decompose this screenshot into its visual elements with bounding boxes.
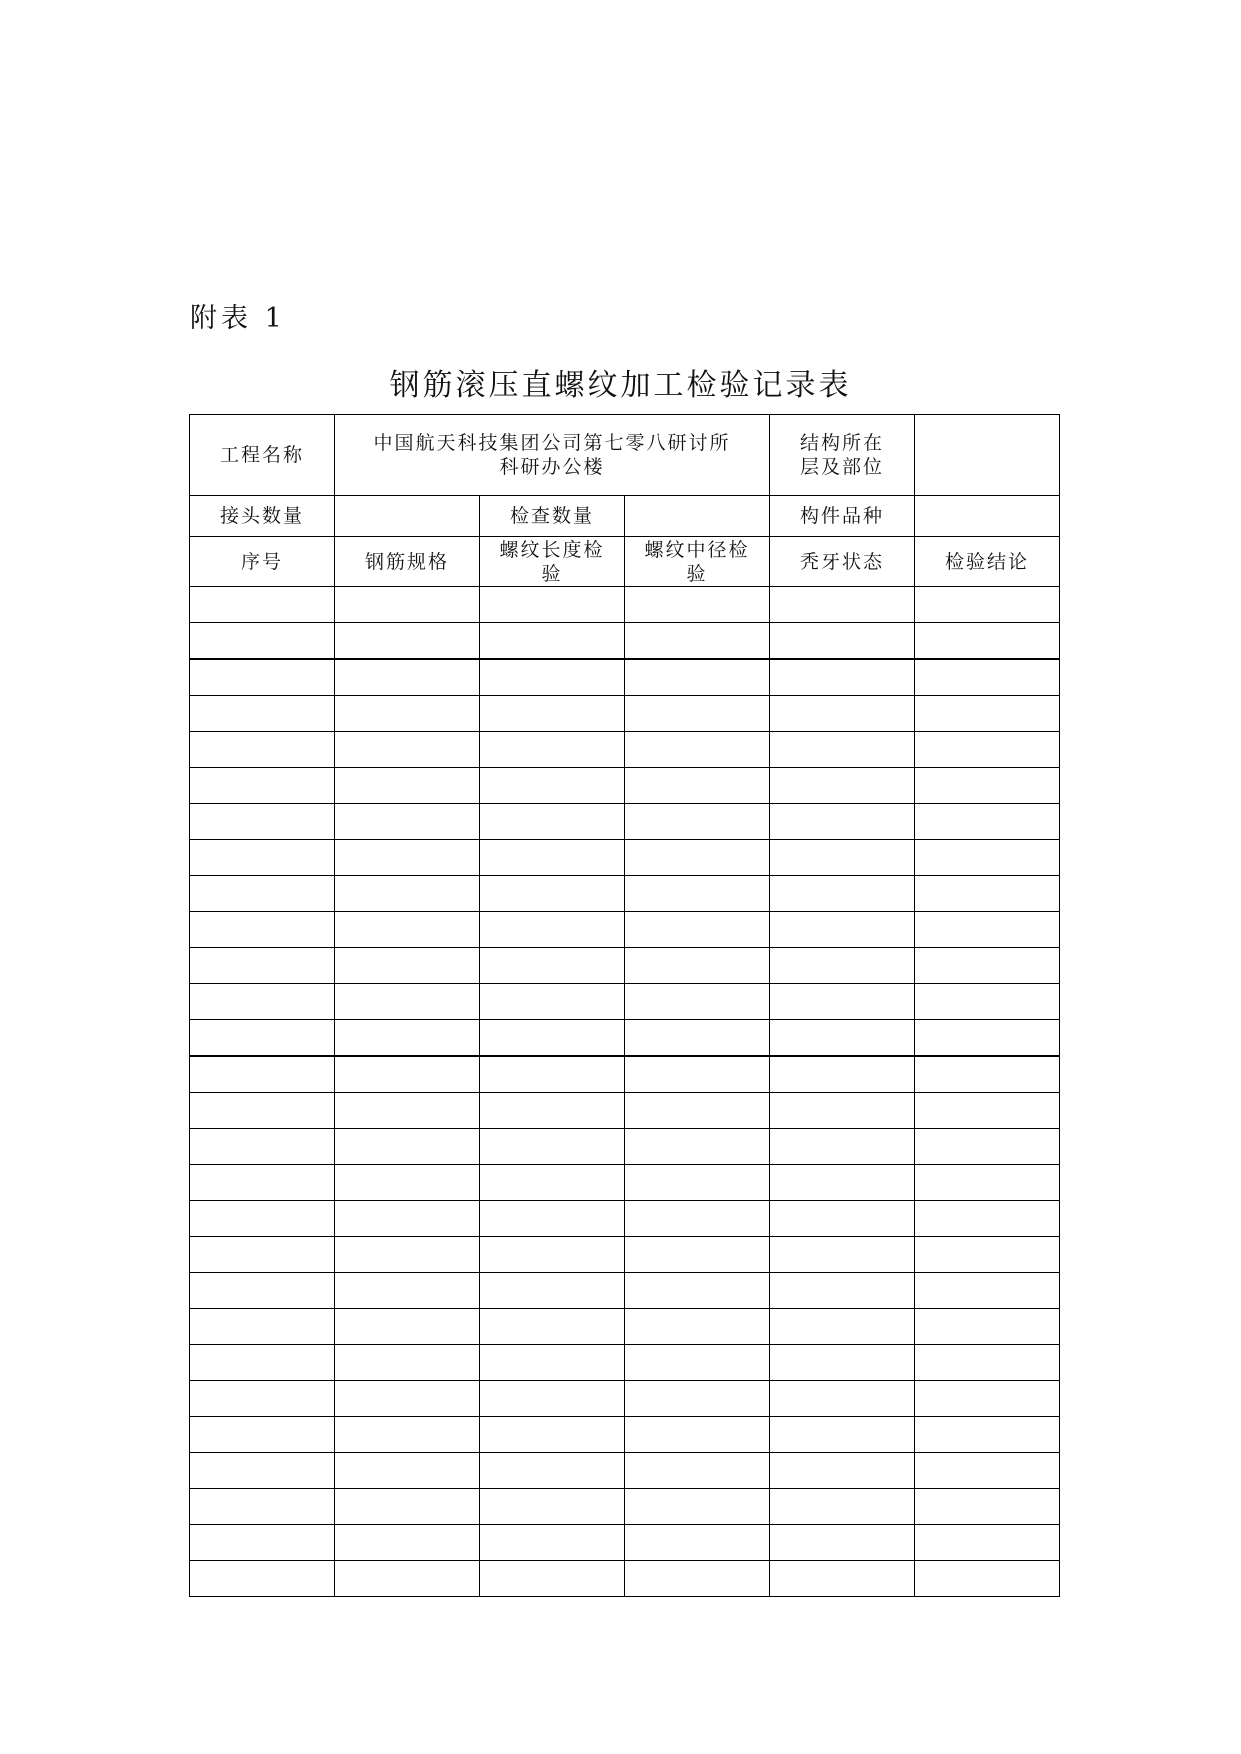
joint-count-value[interactable] — [335, 496, 480, 537]
table-cell-conclusion[interactable] — [915, 1561, 1060, 1597]
column-header-thread-length: 螺纹长度检 验 — [480, 537, 625, 587]
table-cell-conclusion[interactable] — [915, 984, 1060, 1020]
table-cell-bald-thread-state[interactable] — [770, 840, 915, 876]
table-cell-conclusion[interactable] — [915, 912, 1060, 948]
table-cell-rebar-spec[interactable] — [335, 1056, 480, 1093]
project-name-line2: 科研办公楼 — [499, 456, 605, 478]
table-cell-thread-pitch-diameter[interactable] — [625, 659, 770, 696]
table-cell-thread-length[interactable] — [480, 1489, 625, 1525]
table-row — [190, 1345, 1060, 1381]
table-cell-rebar-spec[interactable] — [335, 948, 480, 984]
table-cell-conclusion[interactable] — [915, 1381, 1060, 1417]
table-row — [190, 659, 1060, 696]
table-cell-thread-length[interactable] — [480, 1525, 625, 1561]
table-cell-conclusion[interactable] — [915, 876, 1060, 912]
table-cell-serial[interactable] — [190, 587, 335, 623]
table-cell-conclusion[interactable] — [915, 1129, 1060, 1165]
table-cell-thread-pitch-diameter[interactable] — [625, 1129, 770, 1165]
table-cell-serial[interactable] — [190, 1056, 335, 1093]
table-cell-serial[interactable] — [190, 1201, 335, 1237]
table-cell-thread-pitch-diameter[interactable] — [625, 840, 770, 876]
table-cell-rebar-spec[interactable] — [335, 1525, 480, 1561]
table-cell-thread-length[interactable] — [480, 696, 625, 732]
table-cell-thread-pitch-diameter[interactable] — [625, 912, 770, 948]
table-row — [190, 696, 1060, 732]
table-cell-bald-thread-state[interactable] — [770, 659, 915, 696]
table-cell-bald-thread-state[interactable] — [770, 948, 915, 984]
table-row — [190, 984, 1060, 1020]
table-cell-rebar-spec[interactable] — [335, 768, 480, 804]
table-row — [190, 1020, 1060, 1057]
joint-count-label: 接头数量 — [190, 496, 335, 537]
table-cell-bald-thread-state[interactable] — [770, 732, 915, 768]
table-cell-bald-thread-state[interactable] — [770, 587, 915, 623]
table-row — [190, 1525, 1060, 1561]
table-cell-thread-pitch-diameter[interactable] — [625, 1273, 770, 1309]
table-cell-serial[interactable] — [190, 840, 335, 876]
table-cell-bald-thread-state[interactable] — [770, 768, 915, 804]
table-cell-serial[interactable] — [190, 1165, 335, 1201]
table-cell-thread-length[interactable] — [480, 1020, 625, 1057]
table-cell-bald-thread-state[interactable] — [770, 1525, 915, 1561]
table-cell-conclusion[interactable] — [915, 1525, 1060, 1561]
table-cell-serial[interactable] — [190, 1237, 335, 1273]
column-header-conclusion: 检验结论 — [915, 537, 1060, 587]
table-cell-rebar-spec[interactable] — [335, 659, 480, 696]
table-row — [190, 948, 1060, 984]
table-cell-conclusion[interactable] — [915, 587, 1060, 623]
inspect-count-label: 检查数量 — [480, 496, 625, 537]
table-cell-thread-length[interactable] — [480, 1201, 625, 1237]
table-cell-bald-thread-state[interactable] — [770, 912, 915, 948]
table-cell-conclusion[interactable] — [915, 1056, 1060, 1093]
column-header-serial: 序号 — [190, 537, 335, 587]
column-header-row — [190, 537, 1060, 587]
table-cell-bald-thread-state[interactable] — [770, 1056, 915, 1093]
table-row — [190, 1561, 1060, 1597]
table-cell-conclusion[interactable] — [915, 1093, 1060, 1129]
table-cell-bald-thread-state[interactable] — [770, 1489, 915, 1525]
table-cell-bald-thread-state[interactable] — [770, 876, 915, 912]
table-cell-thread-length[interactable] — [480, 768, 625, 804]
table-row — [190, 804, 1060, 840]
count-row — [190, 496, 1060, 537]
table-cell-thread-length[interactable] — [480, 1417, 625, 1453]
table-cell-thread-pitch-diameter[interactable] — [625, 1309, 770, 1345]
table-cell-thread-pitch-diameter[interactable] — [625, 876, 770, 912]
table-cell-bald-thread-state[interactable] — [770, 1129, 915, 1165]
table-cell-thread-length[interactable] — [480, 876, 625, 912]
table-cell-thread-pitch-diameter[interactable] — [625, 1020, 770, 1057]
form-title: 钢筋滚压直螺纹加工检验记录表 — [389, 368, 852, 403]
table-row — [190, 876, 1060, 912]
table-cell-conclusion[interactable] — [915, 1309, 1060, 1345]
table-cell-conclusion[interactable] — [915, 1345, 1060, 1381]
table-row — [190, 1381, 1060, 1417]
table-cell-rebar-spec[interactable] — [335, 1020, 480, 1057]
table-cell-conclusion[interactable] — [915, 1489, 1060, 1525]
table-cell-thread-length[interactable] — [480, 948, 625, 984]
table-cell-bald-thread-state[interactable] — [770, 1561, 915, 1597]
inspection-record-table — [189, 414, 1060, 1597]
table-row — [190, 1489, 1060, 1525]
table-row — [190, 840, 1060, 876]
table-cell-bald-thread-state[interactable] — [770, 1417, 915, 1453]
table-cell-rebar-spec[interactable] — [335, 1381, 480, 1417]
table-row — [190, 1056, 1060, 1093]
table-cell-bald-thread-state[interactable] — [770, 623, 915, 660]
table-cell-serial[interactable] — [190, 1093, 335, 1129]
table-row — [190, 1129, 1060, 1165]
table-cell-serial[interactable] — [190, 732, 335, 768]
table-cell-rebar-spec[interactable] — [335, 1165, 480, 1201]
table-cell-rebar-spec[interactable] — [335, 732, 480, 768]
table-row — [190, 1309, 1060, 1345]
table-cell-thread-length[interactable] — [480, 984, 625, 1020]
table-cell-thread-length[interactable] — [480, 732, 625, 768]
location-label-line2: 层及部位 — [800, 456, 885, 478]
table-cell-bald-thread-state[interactable] — [770, 1165, 915, 1201]
table-cell-bald-thread-state[interactable] — [770, 1020, 915, 1057]
appendix-label: 附表 1 — [190, 303, 286, 334]
table-cell-thread-pitch-diameter[interactable] — [625, 1237, 770, 1273]
table-cell-rebar-spec[interactable] — [335, 804, 480, 840]
table-cell-rebar-spec[interactable] — [335, 587, 480, 623]
table-cell-serial[interactable] — [190, 696, 335, 732]
table-cell-conclusion[interactable] — [915, 1237, 1060, 1273]
table-cell-thread-length[interactable] — [480, 1056, 625, 1093]
table-cell-thread-pitch-diameter[interactable] — [625, 1417, 770, 1453]
table-cell-rebar-spec[interactable] — [335, 1273, 480, 1309]
table-cell-thread-pitch-diameter[interactable] — [625, 1093, 770, 1129]
table-cell-bald-thread-state[interactable] — [770, 1237, 915, 1273]
table-cell-thread-length[interactable] — [480, 1381, 625, 1417]
table-cell-thread-length[interactable] — [480, 623, 625, 660]
table-cell-thread-length[interactable] — [480, 1165, 625, 1201]
table-cell-serial[interactable] — [190, 1381, 335, 1417]
table-cell-serial[interactable] — [190, 984, 335, 1020]
table-cell-serial[interactable] — [190, 1345, 335, 1381]
table-cell-thread-pitch-diameter[interactable] — [625, 768, 770, 804]
inspect-count-value[interactable] — [625, 496, 770, 537]
column-header-bald-thread-state: 秃牙状态 — [770, 537, 915, 587]
table-cell-serial[interactable] — [190, 876, 335, 912]
location-label-line1: 结构所在 — [800, 432, 885, 454]
table-cell-serial[interactable] — [190, 659, 335, 696]
table-cell-thread-pitch-diameter[interactable] — [625, 1453, 770, 1489]
table-cell-thread-length[interactable] — [480, 587, 625, 623]
table-cell-thread-pitch-diameter[interactable] — [625, 587, 770, 623]
table-cell-rebar-spec[interactable] — [335, 912, 480, 948]
project-name-line1: 中国航天科技集团公司第七零八研讨所 — [373, 432, 731, 454]
table-cell-thread-pitch-diameter[interactable] — [625, 984, 770, 1020]
column-header-rebar-spec: 钢筋规格 — [335, 537, 480, 587]
table-cell-serial[interactable] — [190, 1020, 335, 1057]
table-cell-thread-pitch-diameter[interactable] — [625, 696, 770, 732]
table-row — [190, 1453, 1060, 1489]
table-cell-serial[interactable] — [190, 912, 335, 948]
table-cell-rebar-spec[interactable] — [335, 623, 480, 660]
table-cell-thread-pitch-diameter[interactable] — [625, 1201, 770, 1237]
table-cell-bald-thread-state[interactable] — [770, 1381, 915, 1417]
table-cell-serial[interactable] — [190, 804, 335, 840]
table-row — [190, 623, 1060, 660]
table-row — [190, 587, 1060, 623]
table-cell-bald-thread-state[interactable] — [770, 984, 915, 1020]
table-cell-bald-thread-state[interactable] — [770, 1453, 915, 1489]
table-cell-thread-pitch-diameter[interactable] — [625, 1056, 770, 1093]
table-cell-thread-length[interactable] — [480, 1309, 625, 1345]
table-cell-rebar-spec[interactable] — [335, 1309, 480, 1345]
table-cell-thread-length[interactable] — [480, 912, 625, 948]
table-cell-bald-thread-state[interactable] — [770, 1201, 915, 1237]
table-cell-serial[interactable] — [190, 1309, 335, 1345]
table-cell-thread-pitch-diameter[interactable] — [625, 1561, 770, 1597]
table-row — [190, 1093, 1060, 1129]
table-cell-bald-thread-state[interactable] — [770, 1345, 915, 1381]
table-cell-thread-length[interactable] — [480, 1345, 625, 1381]
table-cell-bald-thread-state[interactable] — [770, 696, 915, 732]
table-cell-serial[interactable] — [190, 1561, 335, 1597]
table-cell-thread-length[interactable] — [480, 840, 625, 876]
table-cell-rebar-spec[interactable] — [335, 1489, 480, 1525]
table-cell-serial[interactable] — [190, 948, 335, 984]
table-cell-rebar-spec[interactable] — [335, 1417, 480, 1453]
table-cell-serial[interactable] — [190, 1273, 335, 1309]
project-name-label: 工程名称 — [190, 415, 335, 496]
table-cell-conclusion[interactable] — [915, 1201, 1060, 1237]
table-cell-conclusion[interactable] — [915, 732, 1060, 768]
table-row — [190, 732, 1060, 768]
table-cell-conclusion[interactable] — [915, 696, 1060, 732]
table-cell-conclusion[interactable] — [915, 1417, 1060, 1453]
table-cell-rebar-spec[interactable] — [335, 840, 480, 876]
table-cell-conclusion[interactable] — [915, 1165, 1060, 1201]
table-cell-conclusion[interactable] — [915, 1020, 1060, 1057]
table-cell-conclusion[interactable] — [915, 804, 1060, 840]
table-cell-rebar-spec[interactable] — [335, 1453, 480, 1489]
table-row — [190, 1273, 1060, 1309]
table-cell-thread-length[interactable] — [480, 804, 625, 840]
table-cell-thread-pitch-diameter[interactable] — [625, 1489, 770, 1525]
table-cell-serial[interactable] — [190, 1525, 335, 1561]
component-type-label: 构件品种 — [770, 496, 915, 537]
table-cell-conclusion[interactable] — [915, 1273, 1060, 1309]
table-cell-bald-thread-state[interactable] — [770, 804, 915, 840]
table-cell-conclusion[interactable] — [915, 623, 1060, 660]
table-cell-thread-length[interactable] — [480, 1093, 625, 1129]
table-cell-conclusion[interactable] — [915, 840, 1060, 876]
table-cell-rebar-spec[interactable] — [335, 1093, 480, 1129]
table-cell-thread-length[interactable] — [480, 1237, 625, 1273]
table-cell-rebar-spec[interactable] — [335, 1129, 480, 1165]
table-cell-serial[interactable] — [190, 623, 335, 660]
table-cell-thread-pitch-diameter[interactable] — [625, 1345, 770, 1381]
table-cell-conclusion[interactable] — [915, 768, 1060, 804]
table-row — [190, 1417, 1060, 1453]
table-cell-conclusion[interactable] — [915, 1453, 1060, 1489]
table-row — [190, 912, 1060, 948]
table-cell-rebar-spec[interactable] — [335, 984, 480, 1020]
table-cell-thread-length[interactable] — [480, 659, 625, 696]
table-cell-thread-length[interactable] — [480, 1561, 625, 1597]
table-cell-serial[interactable] — [190, 768, 335, 804]
location-value[interactable] — [915, 415, 1060, 496]
table-cell-thread-length[interactable] — [480, 1129, 625, 1165]
table-cell-thread-pitch-diameter[interactable] — [625, 732, 770, 768]
project-name-value[interactable] — [335, 415, 770, 496]
table-cell-rebar-spec[interactable] — [335, 1561, 480, 1597]
location-label — [770, 415, 915, 496]
table-row — [190, 1201, 1060, 1237]
table-cell-thread-pitch-diameter[interactable] — [625, 1165, 770, 1201]
table-cell-conclusion[interactable] — [915, 659, 1060, 696]
table-cell-rebar-spec[interactable] — [335, 876, 480, 912]
table-cell-thread-length[interactable] — [480, 1453, 625, 1489]
table-cell-serial[interactable] — [190, 1417, 335, 1453]
table-row — [190, 1165, 1060, 1201]
table-cell-thread-pitch-diameter[interactable] — [625, 948, 770, 984]
table-cell-rebar-spec[interactable] — [335, 696, 480, 732]
table-cell-serial[interactable] — [190, 1489, 335, 1525]
table-cell-serial[interactable] — [190, 1453, 335, 1489]
table-cell-thread-length[interactable] — [480, 1273, 625, 1309]
table-cell-bald-thread-state[interactable] — [770, 1309, 915, 1345]
table-row — [190, 768, 1060, 804]
table-cell-thread-pitch-diameter[interactable] — [625, 1525, 770, 1561]
table-cell-thread-pitch-diameter[interactable] — [625, 804, 770, 840]
table-cell-thread-pitch-diameter[interactable] — [625, 623, 770, 660]
table-cell-bald-thread-state[interactable] — [770, 1093, 915, 1129]
table-cell-thread-pitch-diameter[interactable] — [625, 1381, 770, 1417]
project-info-row — [190, 415, 1060, 496]
table-cell-rebar-spec[interactable] — [335, 1237, 480, 1273]
table-cell-rebar-spec[interactable] — [335, 1201, 480, 1237]
table-cell-rebar-spec[interactable] — [335, 1345, 480, 1381]
table-cell-serial[interactable] — [190, 1129, 335, 1165]
table-row — [190, 1237, 1060, 1273]
table-cell-conclusion[interactable] — [915, 948, 1060, 984]
table-cell-bald-thread-state[interactable] — [770, 1273, 915, 1309]
column-header-thread-pitch-diameter: 螺纹中径检 验 — [625, 537, 770, 587]
component-type-value[interactable] — [915, 496, 1060, 537]
